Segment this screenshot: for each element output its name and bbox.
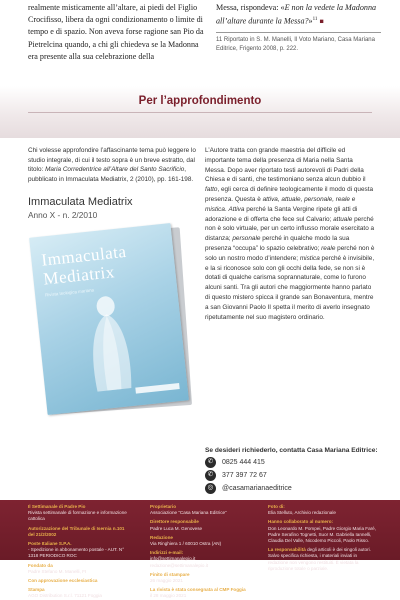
colophon-label: Foto di: — [268, 504, 285, 509]
review-paragraph — [205, 146, 375, 322]
colophon-text: degli articoli è dei singoli autori. Salvo specifica richiesta, i materiali inviati in redazione non vengono restituiti. È vietata la riproduzione totale o parziale. — [268, 547, 371, 571]
intro-publication: , pubblicato in Immaculata Mediatrix, 2 (2010), pp. 161-198. — [28, 166, 194, 183]
colophon-footer — [0, 500, 400, 599]
cover-title-line2: Mediatrix — [42, 262, 116, 289]
study-title: Maria Corredentrice all’Altare del Santo Sacrificio — [45, 166, 185, 174]
order-title: Se desideri richiederlo, contatta Casa Mariana Editrice: — [205, 447, 378, 454]
whatsapp-number[interactable]: 377 397 72 67 — [222, 471, 267, 479]
article-quote-lead: Messa, rispondeva: « — [216, 3, 285, 12]
end-of-article-mark: ■ — [319, 17, 324, 26]
colophon-text: Don Leonardo M. Pompei, Padre Giorgio Maria Faré, Padre Serafino Tognetti, Suor M. Gabriella Iannelli, Claudia Del Valle, Nicodemo Piccoli, Paolo Risso. — [268, 525, 377, 544]
colophon-email[interactable]: info@settimanalepio.it redazione@settimanalepio.it — [150, 556, 209, 568]
cover-title-line1: Immaculata — [40, 241, 128, 270]
review-em: personale — [232, 235, 261, 243]
colophon-label: Poste Italiane S.P.A. — [28, 541, 72, 547]
section-title: Per l’approfondimento — [138, 95, 262, 107]
review-text: perché è invisibile, e la si riconosce solo con gli occhi della fede, se non si è dotati di qualche carisma soprannaturale, come lo furono alcuni santi. Tra gli autori che maggiormente hanno parlato di questo mistero spicca il grande san Bonaventura, mentre a san Giovanni Paolo II spetta il merito di averlo insegnato ripetutamente nel suo magistero ordinario. — [205, 254, 375, 321]
footnote-ref: 11 — [312, 17, 318, 23]
phone-icon: ✆ — [205, 457, 216, 468]
colophon-label: Il Settimanale di Padre Pio — [28, 504, 86, 509]
review-text: perché in qualche modo la sua presenza “occupa” lo spazio celebrativo; — [205, 235, 350, 252]
colophon-label: Redazione — [150, 534, 173, 540]
review-text: perché non è solo virtuale, per un certo influsso morale esercitato a distanza; — [205, 215, 375, 243]
review-em: attiva, attuale, personale, reale e mistica — [205, 195, 356, 213]
review-text: . — [224, 205, 229, 213]
colophon-text: - Spedizione in abbonamento postale - AUT. N° 1318 PERIODICO ROC — [28, 547, 125, 559]
footnote: 11 Riportato in S. M. Manelli, Il Voto Mariano, Casa Mariana Editrice, Frigento 2008, p. 222. — [216, 37, 375, 53]
contact-phone[interactable] — [205, 456, 265, 468]
colophon-label: Proprietario — [150, 504, 177, 509]
review-text: , egli cerca di definire teologicamente il modo di questa presenza. Questa è — [205, 186, 374, 203]
instagram-handle[interactable]: @casamarianaeditrice — [222, 484, 292, 492]
colophon-label: Indirizzi e-mail: — [150, 550, 184, 556]
colophon-col-2 — [150, 504, 250, 600]
intro-text: Chi volesse approfondire l’affascinante tema può leggere lo studio integrale, di cui il testo sopra è un breve estratto, dal titolo: — [28, 147, 196, 174]
cover-subtitle: Rivista teologica mariana — [44, 287, 95, 298]
colophon-text: 26 maggio 2021 — [150, 578, 183, 584]
colophon-text: Associazione “Casa Mariana Editrice” — [150, 510, 227, 516]
whatsapp-icon: ✆ — [205, 470, 216, 481]
colophon-label: La responsabilità — [268, 547, 306, 553]
article-quote: E non la vedete la Madonna all’altare durante la Messa? — [216, 3, 377, 26]
instagram-icon: ◎ — [205, 483, 216, 494]
review-em: fatto — [205, 186, 218, 194]
colophon-label: Direttore responsabile — [150, 519, 199, 525]
magazine-issue: Anno X - n. 2/2010 — [28, 210, 98, 220]
colophon-col-3 — [268, 504, 376, 572]
magazine-cover-image — [29, 223, 189, 415]
review-em: Attiva — [228, 205, 245, 213]
section-divider — [28, 112, 372, 113]
madonna-figure-icon — [69, 289, 149, 396]
contact-whatsapp[interactable] — [205, 469, 267, 481]
article-text-right — [216, 2, 381, 54]
colophon-text: il 28 maggio 2021 — [150, 593, 187, 599]
review-text: perché la Santa Vergine ripete gli atti di adorazione e di offerta che fece sul Calvario; — [205, 205, 358, 223]
review-em: mistica — [299, 254, 320, 262]
colophon-text: Via Ringhiera 1 / 60010 Ostra (AN) — [150, 541, 222, 547]
colophon-text: Rivista settimanale di formazione e informazione cattolica — [28, 510, 127, 522]
colophon-label: Hanno collaborato al numero: — [268, 519, 334, 525]
article-quote-tail: » — [308, 16, 313, 26]
magazine-title: Immaculata Mediatrix — [28, 196, 133, 208]
colophon-label: La rivista è stata consegnata al CMP Foggia — [150, 587, 246, 593]
colophon-label: Fondato da — [28, 562, 53, 568]
colophon-label: Finito di stampare — [150, 571, 190, 577]
colophon-col-1 — [28, 504, 128, 600]
review-text: L’Autore tratta con grande maestria del difficile ed importante tema della presenza di Maria nella Santa Messa. Dopo aver riportato testi autorevoli di Padri della Chiesa e di santi, che testimoniano senza alcun dubbio il — [205, 147, 366, 184]
colophon-text: Elia Stelluto, Archivio redazionale — [268, 510, 336, 516]
article-text-left: realmente misticamente all’altare, ai piedi del Figlio Crocifisso, libera da ogni condizionamento o limite di tempo e di spazio. Non aveva forse ragione san Pio da Pietrelcina quando, a chi gli chiedeva se la Madonna era presente alla sua celebrazione della — [28, 3, 204, 61]
colophon-label: Autorizzazione del Tribunale di Isernia n.101 del 21/2/2002 — [28, 525, 125, 537]
colophon-text: Padre Stefano M. Manelli, FI — [28, 568, 87, 574]
review-text: perché non è solo un nostro modo d’intendere; — [205, 244, 375, 262]
colophon-text: Padre Luca M. Genovese — [150, 525, 203, 531]
review-em: reale — [321, 244, 336, 252]
colophon-label: Stampa — [28, 587, 45, 593]
intro-paragraph — [28, 146, 200, 184]
phone-number[interactable]: 0825 444 415 — [222, 458, 265, 466]
colophon-label: Con approvazione ecclesiastica — [28, 578, 98, 584]
colophon-text: AGO Distribution S.r.l. 71121 Foggia — [28, 593, 102, 599]
review-em: attuale — [333, 215, 353, 223]
footnote-divider — [216, 32, 381, 33]
contact-instagram[interactable] — [205, 482, 292, 494]
